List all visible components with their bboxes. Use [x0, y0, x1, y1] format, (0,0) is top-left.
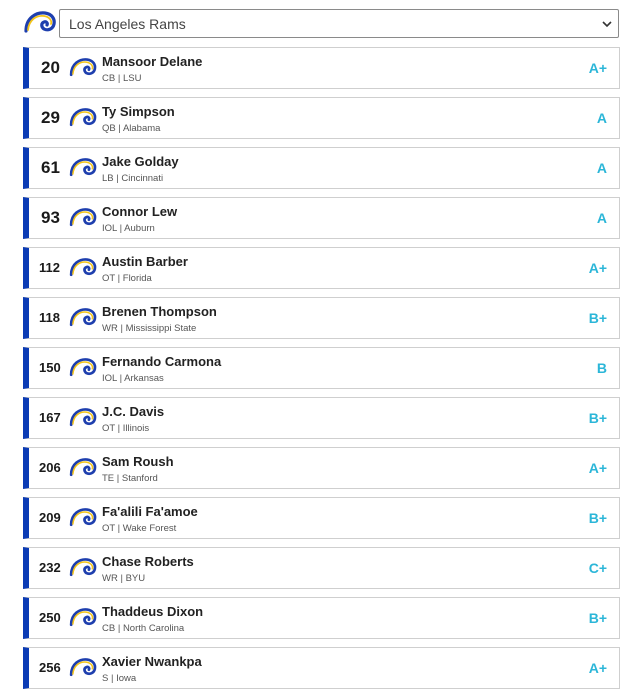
- player-position-school: QB | Alabama: [102, 123, 161, 134]
- rams-horn-icon: [69, 307, 97, 329]
- team-select-value: Los Angeles Rams: [69, 16, 186, 32]
- pick-number: 256: [39, 660, 61, 675]
- team-select[interactable]: [59, 9, 619, 38]
- pick-grade: A: [596, 110, 607, 126]
- player-position-school: LB | Cincinnati: [102, 173, 164, 184]
- pick-number: 93: [41, 208, 60, 227]
- rams-horn-icon: [69, 507, 97, 529]
- player-name: Brenen Thompson: [102, 304, 217, 319]
- rams-horn-icon: [69, 607, 97, 629]
- player-position-school: CB | LSU: [102, 73, 142, 84]
- pick-grade: B+: [588, 410, 607, 426]
- pick-number: 29: [41, 108, 60, 127]
- rams-horn-icon: [69, 657, 97, 679]
- draft-pick-row[interactable]: [23, 597, 620, 639]
- pick-grade: B+: [588, 310, 607, 326]
- pick-grade: A+: [588, 60, 607, 76]
- pick-number: 118: [39, 310, 60, 325]
- rams-horn-icon: [69, 157, 97, 179]
- player-position-school: TE | Stanford: [102, 473, 158, 484]
- pick-grade: A+: [588, 660, 607, 676]
- player-position-school: OT | Wake Forest: [102, 523, 177, 534]
- draft-pick-row[interactable]: [23, 347, 620, 389]
- player-name: Jake Golday: [102, 154, 179, 169]
- player-name: Fa'alili Fa'amoe: [102, 504, 198, 519]
- pick-number: 209: [39, 510, 61, 525]
- player-name: Fernando Carmona: [102, 354, 222, 369]
- player-position-school: IOL | Arkansas: [102, 373, 164, 384]
- draft-pick-row[interactable]: [23, 47, 620, 89]
- draft-pick-list: [23, 47, 620, 697]
- draft-pick-row[interactable]: [23, 397, 620, 439]
- player-position-school: OT | Florida: [102, 273, 152, 284]
- rams-horn-icon: [69, 357, 97, 379]
- draft-pick-row[interactable]: [23, 97, 620, 139]
- player-name: J.C. Davis: [102, 404, 165, 419]
- rams-horn-icon: [69, 57, 97, 79]
- pick-grade: A: [596, 160, 607, 176]
- player-name: Thaddeus Dixon: [102, 604, 204, 619]
- rams-horn-icon: [69, 457, 97, 479]
- player-position-school: WR | BYU: [102, 573, 146, 584]
- draft-pick-row[interactable]: [23, 297, 620, 339]
- player-name: Sam Roush: [102, 454, 174, 469]
- player-position-school: OT | Illinois: [102, 423, 150, 434]
- pick-number: 112: [39, 260, 60, 275]
- draft-pick-row[interactable]: [23, 497, 620, 539]
- player-name: Chase Roberts: [102, 554, 194, 569]
- draft-pick-row[interactable]: [23, 247, 620, 289]
- draft-pick-row[interactable]: [23, 197, 620, 239]
- player-name: Mansoor Delane: [102, 54, 203, 69]
- chevron-down-icon: [602, 20, 612, 28]
- pick-number: 250: [39, 610, 61, 625]
- pick-grade: B: [596, 360, 607, 376]
- pick-number: 61: [41, 158, 60, 177]
- pick-grade: B+: [588, 510, 607, 526]
- pick-number: 232: [39, 560, 61, 575]
- player-name: Ty Simpson: [102, 104, 175, 119]
- draft-pick-row[interactable]: [23, 147, 620, 189]
- rams-horn-icon: [69, 557, 97, 579]
- pick-number: 206: [39, 460, 61, 475]
- rams-horn-icon: [69, 407, 97, 429]
- player-position-school: WR | Mississippi State: [102, 323, 197, 334]
- player-name: Austin Barber: [102, 254, 188, 269]
- rams-horn-icon: [69, 107, 97, 129]
- pick-number: 167: [39, 410, 61, 425]
- rams-horn-icon: [69, 207, 97, 229]
- pick-grade: A+: [588, 460, 607, 476]
- pick-number: 20: [41, 58, 60, 77]
- player-position-school: CB | North Carolina: [102, 623, 185, 634]
- pick-grade: A: [596, 210, 607, 226]
- rams-horn-icon: [69, 257, 97, 279]
- player-position-school: IOL | Auburn: [102, 223, 155, 234]
- pick-grade: B+: [588, 610, 607, 626]
- player-position-school: S | Iowa: [102, 673, 137, 684]
- draft-pick-row[interactable]: [23, 547, 620, 589]
- pick-grade: C+: [588, 560, 607, 576]
- draft-pick-row[interactable]: [23, 447, 620, 489]
- pick-grade: A+: [588, 260, 607, 276]
- rams-horn-icon: [24, 10, 56, 36]
- pick-number: 150: [39, 360, 61, 375]
- team-header: [0, 0, 643, 46]
- player-name: Xavier Nwankpa: [102, 654, 202, 669]
- player-name: Connor Lew: [102, 204, 178, 219]
- draft-pick-row[interactable]: [23, 647, 620, 689]
